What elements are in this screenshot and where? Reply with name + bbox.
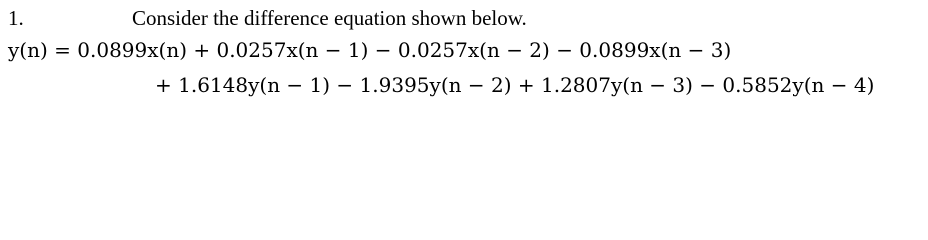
problem-number: 1.: [8, 6, 24, 30]
problem-intro: Consider the difference equation shown below.: [132, 6, 527, 30]
difference-equation-line-2: + 1.6148y(n − 1) − 1.9395y(n − 2) + 1.2807y(n − 3) − 0.5852y(n − 4): [155, 73, 875, 97]
difference-equation-line-1: y(n) = 0.0899x(n) + 0.0257x(n − 1) − 0.0257x(n − 2) − 0.0899x(n − 3): [8, 38, 732, 62]
